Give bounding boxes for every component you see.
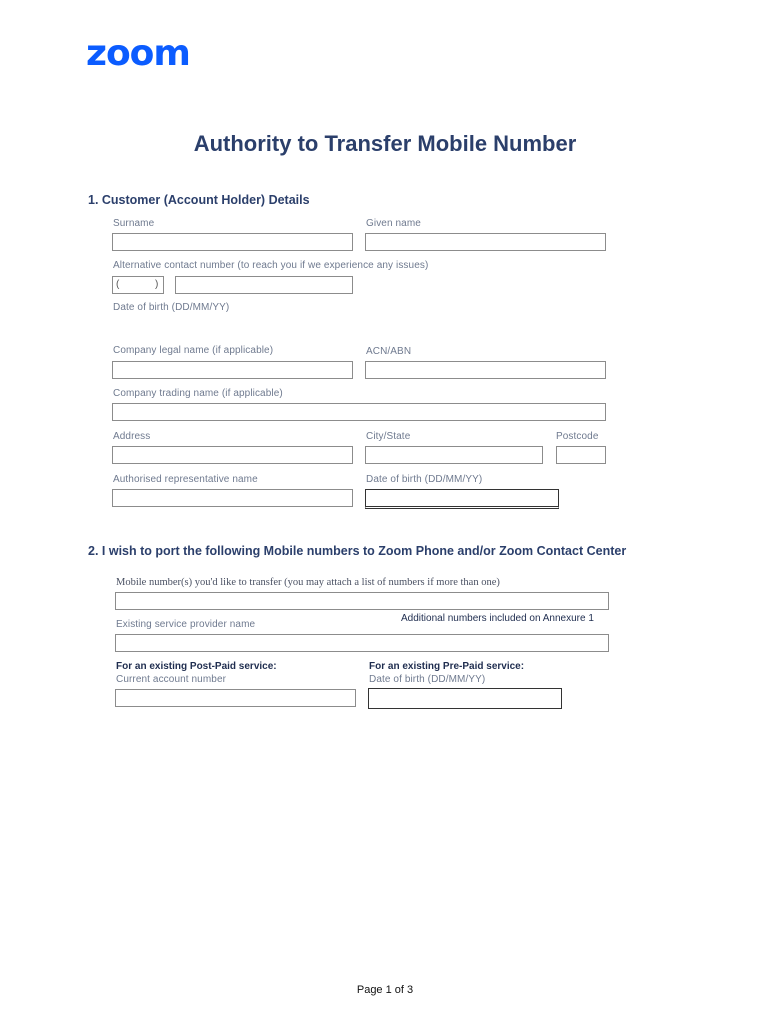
company-trading-label: Company trading name (if applicable) bbox=[113, 388, 283, 399]
company-trading-field[interactable] bbox=[112, 403, 606, 421]
existing-provider-label: Existing service provider name bbox=[116, 619, 256, 630]
acn-field[interactable] bbox=[365, 361, 606, 379]
address-field[interactable] bbox=[112, 446, 353, 464]
auth-rep-dob-label: Date of birth (DD/MM/YY) bbox=[366, 474, 483, 485]
address-label: Address bbox=[113, 431, 151, 442]
account-number-label: Current account number bbox=[116, 674, 227, 685]
page-number: Page 1 of 3 bbox=[356, 984, 414, 996]
postcode-field[interactable] bbox=[556, 446, 606, 464]
surname-label: Surname bbox=[113, 218, 155, 229]
acn-label: ACN/ABN bbox=[366, 346, 412, 357]
postpaid-heading: For an existing Post-Paid service: bbox=[116, 661, 277, 672]
zoom-logo: zoom bbox=[86, 33, 190, 74]
mobile-numbers-label: Mobile number(s) you'd like to transfer (you may attach a list of numbers if more than one) bbox=[116, 577, 500, 588]
alt-contact-field[interactable] bbox=[175, 276, 353, 294]
surname-field[interactable] bbox=[112, 233, 353, 251]
prepaid-dob-label: Date of birth (DD/MM/YY) bbox=[369, 674, 486, 685]
page-title: Authority to Transfer Mobile Number bbox=[193, 131, 577, 156]
given-name-label: Given name bbox=[366, 218, 421, 229]
existing-provider-field[interactable] bbox=[115, 634, 609, 652]
annexure-note: Additional numbers included on Annexure 1 bbox=[401, 613, 594, 624]
city-field[interactable] bbox=[365, 446, 543, 464]
city-label: City/State bbox=[366, 431, 411, 442]
paren-close: ) bbox=[155, 279, 159, 290]
prepaid-dob-field[interactable] bbox=[368, 688, 562, 709]
auth-rep-field[interactable] bbox=[112, 489, 353, 507]
given-name-field[interactable] bbox=[365, 233, 606, 251]
prepaid-heading: For an existing Pre-Paid service: bbox=[369, 661, 525, 672]
account-number-field[interactable] bbox=[115, 689, 356, 707]
dob-label: Date of birth (DD/MM/YY) bbox=[113, 302, 230, 313]
area-code-field[interactable] bbox=[112, 276, 164, 294]
auth-rep-label: Authorised representative name bbox=[113, 474, 258, 485]
mobile-numbers-field[interactable] bbox=[115, 592, 609, 610]
alt-contact-label: Alternative contact number (to reach you if we experience any issues) bbox=[113, 260, 429, 271]
section-2-heading: 2. I wish to port the following Mobile numbers to Zoom Phone and/or Zoom Contact Center bbox=[88, 544, 627, 558]
postcode-label: Postcode bbox=[556, 431, 599, 442]
company-legal-label: Company legal name (if applicable) bbox=[113, 345, 274, 356]
paren-open: ( bbox=[116, 279, 120, 290]
section-1-heading: 1. Customer (Account Holder) Details bbox=[88, 193, 310, 207]
company-legal-field[interactable] bbox=[112, 361, 353, 379]
auth-rep-dob-field[interactable] bbox=[365, 489, 559, 509]
